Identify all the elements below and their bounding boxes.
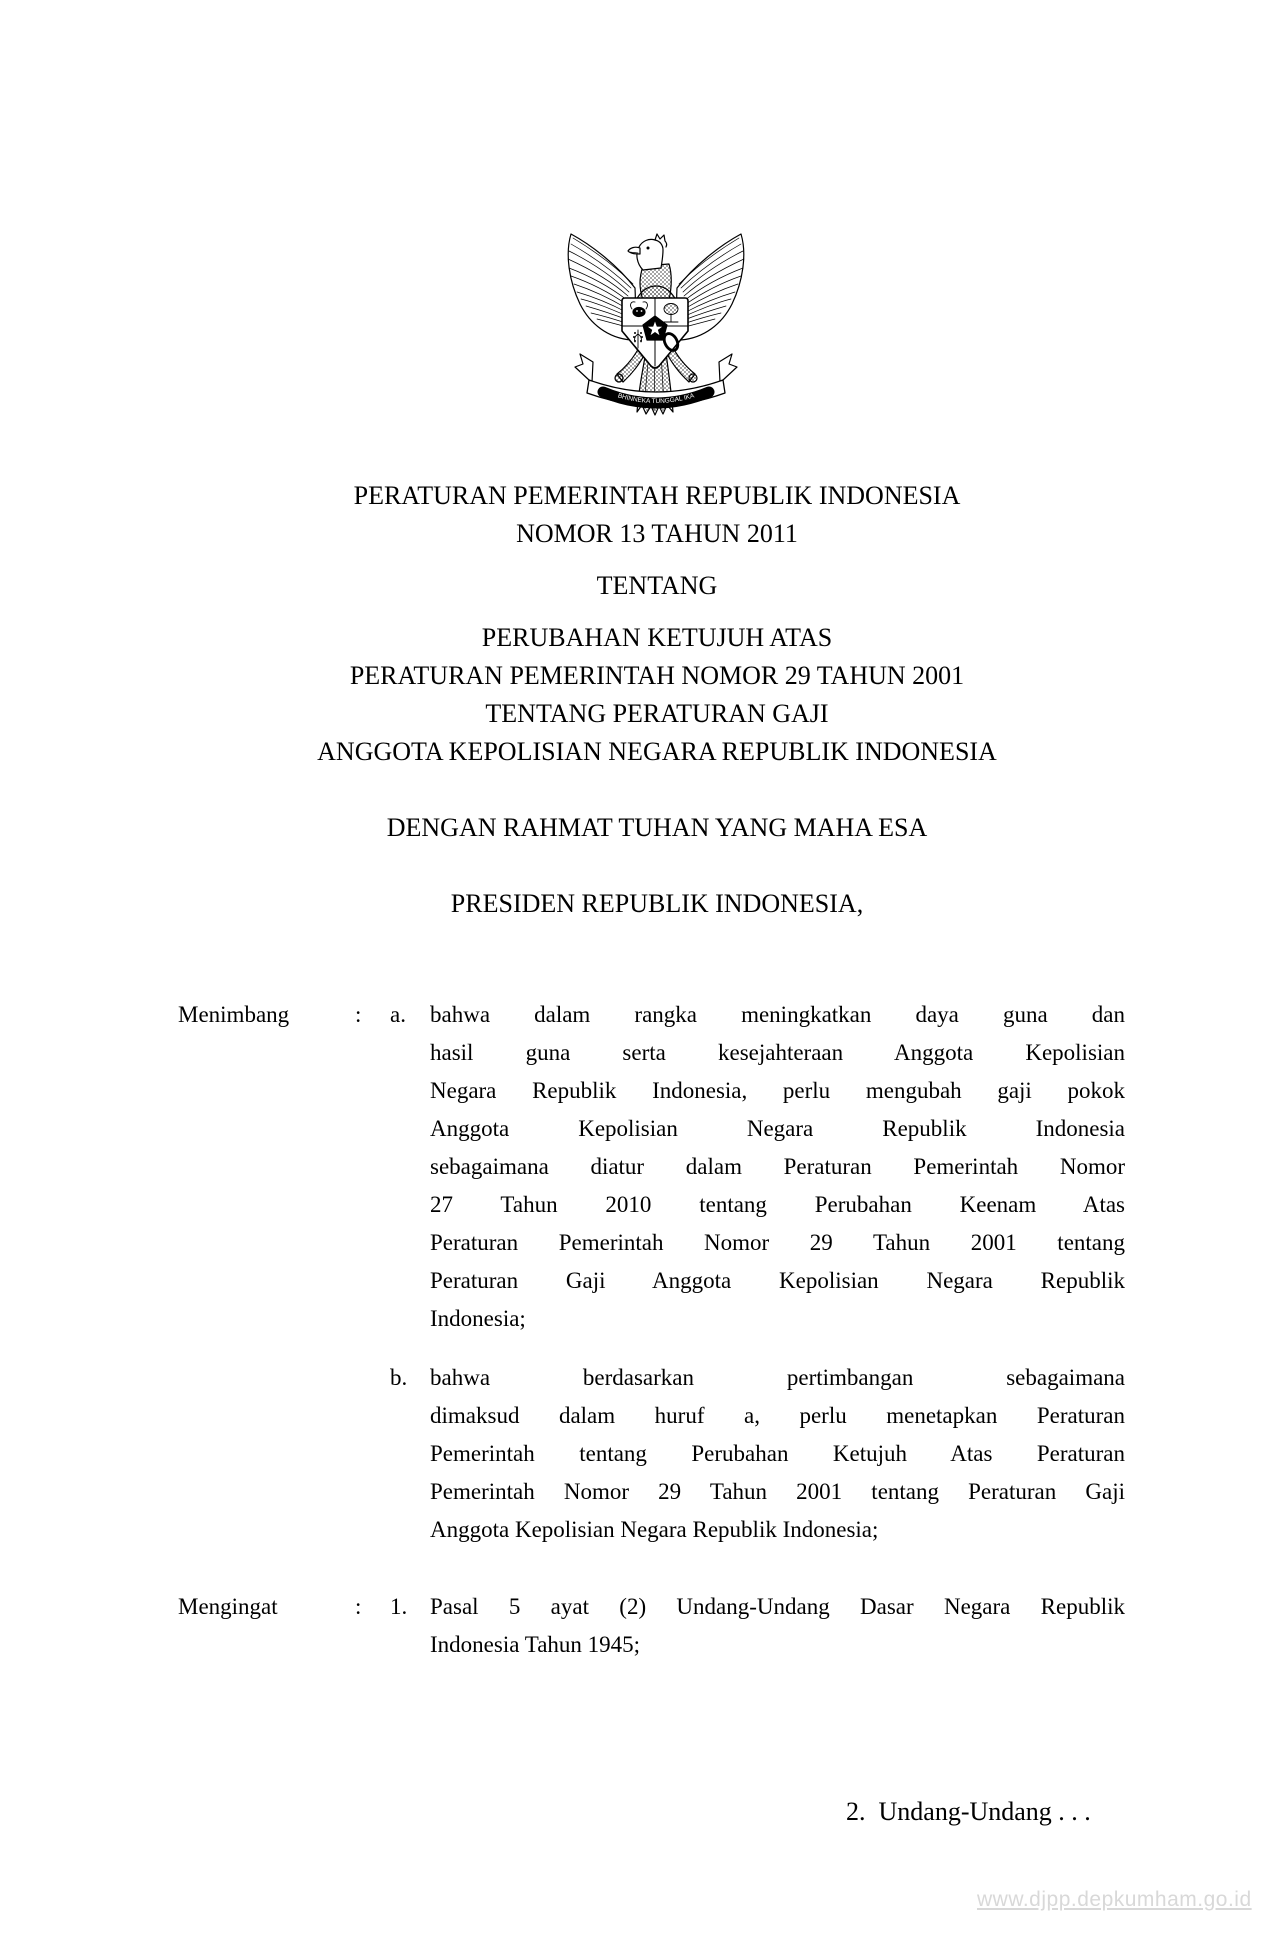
title-line: PERATURAN PEMERINTAH REPUBLIK INDONESIA [353, 481, 961, 510]
section-mengingat [178, 1588, 1125, 1664]
section-label: Menimbang [178, 1002, 290, 1027]
garuda-pancasila-emblem [563, 226, 749, 426]
item-marker: 1. [390, 1594, 408, 1619]
consideration-item-a [390, 996, 1125, 1338]
section-colon: : [355, 1594, 362, 1619]
section-colon: : [355, 1002, 362, 1027]
catchword: 2. Undang-Undang . . . [846, 1797, 1091, 1826]
title-line: NOMOR 13 TAHUN 2011 [516, 519, 798, 548]
item-text: bahwa berdasarkan pertimbangan sebagaimana dimaksud dalam huruf a, perlu menetapkan Peraturan Pemerintah tentang Perubahan Ketujuh Atas Peraturan Pemerintah Nomor 29 Tahun 2001 tentang Peraturan Gaji Anggota Kepolisian Negara Republik Indonesia; [430, 1365, 1125, 1542]
item-text: Pasal 5 ayat (2) Undang-Undang Dasar Negara Republik Indonesia Tahun 1945; [430, 1594, 1125, 1657]
section-menimbang [178, 996, 1125, 1549]
eagle-head-icon [628, 234, 667, 270]
title-line: PERUBAHAN KETUJUH ATAS [481, 623, 833, 652]
legal-basis-item-1 [390, 1588, 1125, 1664]
title-line: TENTANG PERATURAN GAJI [485, 699, 829, 728]
title-line: TENTANG [596, 571, 718, 600]
consideration-item-b [390, 1359, 1125, 1549]
motto-text: BHINNEKA TUNGGAL IKA [616, 392, 696, 406]
item-text: bahwa dalam rangka meningkatkan daya guna dan hasil guna serta kesejahteraan Anggota Kepolisian Negara Republik Indonesia, perlu mengubah gaji pokok Anggota Kepolisian Negara Republik Indonesia sebagaimana diatur dalam Peraturan Pemerintah Nomor 27 Tahun 2010 tentang Perubahan Keenam Atas Peraturan Pemerintah Nomor 29 Tahun 2001 tentang Peraturan Gaji Anggota Kepolisian Negara Republik Indonesia; [430, 1002, 1125, 1331]
issuer-line: PRESIDEN REPUBLIK INDONESIA, [450, 889, 864, 918]
item-marker: b. [390, 1365, 408, 1390]
section-label: Mengingat [178, 1594, 278, 1619]
item-marker: a. [390, 1002, 406, 1027]
invocation-line: DENGAN RAHMAT TUHAN YANG MAHA ESA [386, 813, 928, 842]
title-line: PERATURAN PEMERINTAH NOMOR 29 TAHUN 2001 [349, 661, 965, 690]
title-block [183, 477, 1131, 923]
watermark-url: www.djpp.depkumham.go.id [977, 1888, 1252, 1911]
title-line: ANGGOTA KEPOLISIAN NEGARA REPUBLIK INDONESIA [317, 737, 997, 766]
